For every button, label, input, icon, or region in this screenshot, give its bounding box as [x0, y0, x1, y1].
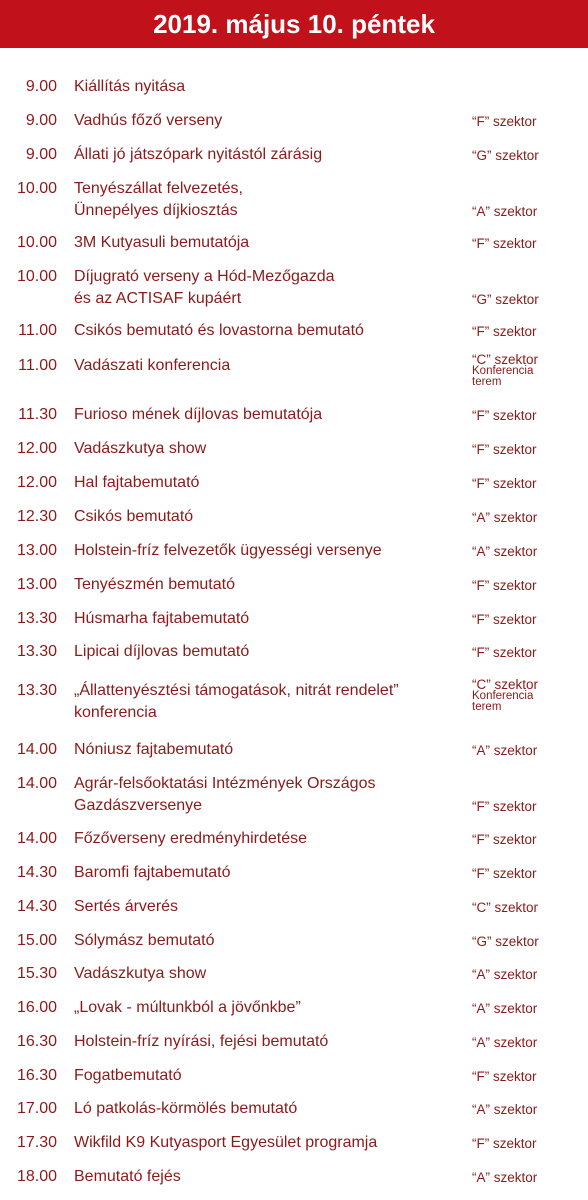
schedule-event-line: konferencia [74, 704, 157, 721]
schedule-event [74, 862, 464, 884]
schedule-time: 12.00 [16, 440, 57, 457]
schedule-event-line: Wikfild K9 Kutyasport Egyesület programja [74, 1134, 378, 1151]
schedule-location [472, 324, 582, 340]
page-title: 2019. május 10. péntek [0, 0, 588, 48]
schedule-location [472, 743, 582, 759]
schedule-time: 11.00 [18, 357, 57, 374]
schedule-time: 17.00 [16, 1100, 57, 1117]
schedule-location [472, 114, 582, 130]
schedule-time: 10.00 [16, 268, 57, 285]
schedule-time: 15.00 [16, 932, 57, 949]
schedule-event [74, 404, 464, 426]
schedule-time: 9.00 [25, 78, 57, 95]
schedule-location [472, 1136, 582, 1152]
schedule-location-line: “F” szektor [472, 578, 537, 593]
schedule-location [472, 612, 582, 628]
schedule-event-line: Holstein-fríz felvezetők ügyességi versenye [74, 542, 382, 559]
schedule-event-line: Sólymász bemutató [74, 932, 215, 949]
schedule-time: 11.00 [18, 322, 57, 339]
schedule-event-line: Holstein-fríz nyírási, fejési bemutató [74, 1033, 329, 1050]
schedule-event-line: Vadászati konferencia [74, 357, 231, 374]
schedule-time: 16.30 [16, 1033, 57, 1050]
schedule-time: 16.30 [16, 1067, 57, 1084]
schedule-event-line: Fogatbemutató [74, 1067, 182, 1084]
schedule-event-line: Sertés árverés [74, 898, 179, 915]
schedule-location-line: “A” szektor [472, 743, 538, 758]
schedule-time: 14.30 [16, 864, 57, 881]
schedule-event-line: Hal fajtabemutató [74, 474, 200, 491]
schedule-time: 13.30 [16, 610, 57, 627]
schedule-event [74, 608, 464, 630]
schedule-location [472, 292, 582, 308]
schedule-time: 9.00 [25, 146, 57, 163]
schedule-location-line: “A” szektor [472, 1170, 538, 1185]
schedule-event [74, 1031, 464, 1053]
schedule-event-line: Csikós bemutató [74, 508, 194, 525]
schedule-location-line: “F” szektor [472, 612, 537, 627]
schedule-event [74, 773, 464, 817]
schedule-event [74, 680, 464, 724]
schedule-location-line: “F” szektor [472, 832, 537, 847]
schedule-event [74, 1098, 464, 1120]
schedule-event [74, 739, 464, 761]
schedule-location-line: “F” szektor [472, 114, 537, 129]
schedule-event [74, 438, 464, 460]
schedule-location [472, 236, 582, 252]
schedule-event [74, 930, 464, 952]
schedule-location [472, 799, 582, 815]
schedule-event [74, 574, 464, 596]
schedule-location-line: “A” szektor [472, 544, 538, 559]
schedule-time: 9.00 [25, 112, 57, 129]
schedule-location-line: “F” szektor [472, 408, 537, 423]
schedule-event [74, 76, 464, 98]
schedule-location-line: “C” szektor [472, 352, 539, 367]
schedule-event [74, 540, 464, 562]
schedule-event-line: Állati jó játszópark nyitástól zárásig [74, 146, 323, 163]
schedule-location [472, 832, 582, 848]
schedule-location-line: Konferencia [472, 690, 534, 702]
schedule-location-line: “F” szektor [472, 236, 537, 251]
schedule-event [74, 355, 464, 377]
schedule-event-line: Ló patkolás-körmölés bemutató [74, 1100, 298, 1117]
schedule-event [74, 1166, 464, 1188]
schedule-time: 12.00 [16, 474, 57, 491]
schedule-time: 17.30 [16, 1134, 57, 1151]
schedule-time: 11.30 [18, 406, 57, 423]
schedule-location [472, 148, 582, 164]
schedule-location-line: “A” szektor [472, 1102, 538, 1117]
schedule-location-line: “F” szektor [472, 324, 537, 339]
schedule-event-line: Vadhús főző verseny [74, 112, 223, 129]
schedule-location [472, 866, 582, 882]
schedule-location-line: “F” szektor [472, 476, 537, 491]
schedule-location-line: “A” szektor [472, 510, 538, 525]
schedule-time: 13.30 [16, 682, 57, 699]
schedule-location-line: “A” szektor [472, 1035, 538, 1050]
schedule-time: 14.00 [16, 830, 57, 847]
schedule-event-line: „Lovak - múltunkból a jövőnkbe” [74, 999, 301, 1016]
schedule-event [74, 1065, 464, 1087]
schedule-event [74, 472, 464, 494]
schedule-event-line: Lipicai díjlovas bemutató [74, 643, 250, 660]
schedule-time: 16.00 [16, 999, 57, 1016]
schedule-location-line: “A” szektor [472, 1001, 538, 1016]
schedule-location-line: “C” szektor [472, 900, 539, 915]
schedule-event-line: Baromfi fajtabemutató [74, 864, 231, 881]
schedule-location [472, 967, 582, 983]
schedule-location [472, 1069, 582, 1085]
schedule-event-line: Gazdászversenye [74, 797, 203, 814]
schedule-location [472, 900, 582, 916]
schedule-event [74, 963, 464, 985]
schedule-location-line: “F” szektor [472, 442, 537, 457]
schedule-event-line: Csikós bemutató és lovastorna bemutató [74, 322, 364, 339]
schedule-time: 12.30 [16, 508, 57, 525]
schedule-event-line: Tenyészmén bemutató [74, 576, 235, 593]
schedule-time: 13.30 [16, 643, 57, 660]
schedule-event-line: Díjugrató verseny a Hód-Mezőgazda [74, 268, 335, 285]
schedule-location [472, 578, 582, 594]
schedule-location [472, 544, 582, 560]
schedule-location-line: “F” szektor [472, 799, 537, 814]
schedule-location-line: “G” szektor [472, 148, 539, 163]
schedule-location [472, 678, 582, 713]
schedule-event-line: Tenyészállat felvezetés, [74, 180, 243, 197]
schedule-event-line: „Állattenyésztési támogatások, nitrát rendelet” [74, 682, 399, 699]
schedule-event-line: Vadászkutya show [74, 965, 207, 982]
schedule-location-line: “F” szektor [472, 1136, 537, 1151]
schedule-event-line: Agrár-felsőoktatási Intézmények Országos [74, 775, 376, 792]
schedule-location [472, 408, 582, 424]
schedule-location-line: terem [472, 376, 502, 388]
schedule-location [472, 1035, 582, 1051]
schedule-time: 14.30 [16, 898, 57, 915]
schedule-event [74, 641, 464, 663]
schedule-event [74, 1132, 464, 1154]
schedule-location-line: Konferencia [472, 365, 534, 377]
schedule-location [472, 476, 582, 492]
schedule-location-line: “G” szektor [472, 292, 539, 307]
schedule-time: 14.00 [16, 741, 57, 758]
schedule-location-line: “F” szektor [472, 645, 537, 660]
schedule-time: 15.30 [16, 965, 57, 982]
schedule-time: 10.00 [16, 234, 57, 251]
schedule-time: 13.00 [16, 576, 57, 593]
schedule-event-line: és az ACTISAF kupáért [74, 290, 242, 307]
schedule-event [74, 828, 464, 850]
schedule-event [74, 320, 464, 342]
schedule-time: 18.00 [16, 1168, 57, 1185]
schedule-location-line: “A” szektor [472, 204, 538, 219]
schedule-event-line: Furioso mének díjlovas bemutatója [74, 406, 323, 423]
schedule-location [472, 1170, 582, 1186]
schedule-location [472, 1102, 582, 1118]
schedule-event [74, 997, 464, 1019]
schedule-event [74, 896, 464, 918]
schedule-event-line: Bemutató fejés [74, 1168, 181, 1185]
schedule-location [472, 510, 582, 526]
schedule-event-line: Vadászkutya show [74, 440, 207, 457]
schedule-event-line: Kiállítás nyitása [74, 78, 186, 95]
schedule-event-line: Főzőverseny eredményhirdetése [74, 830, 308, 847]
schedule-time: 10.00 [16, 180, 57, 197]
schedule-location [472, 1001, 582, 1017]
schedule-location [472, 934, 582, 950]
schedule-event [74, 232, 464, 254]
schedule-event [74, 266, 464, 310]
schedule-event [74, 506, 464, 528]
schedule-location [472, 204, 582, 220]
schedule-event-line: 3M Kutyasuli bemutatója [74, 234, 250, 251]
schedule-location-line: “F” szektor [472, 866, 537, 881]
schedule-time: 13.00 [16, 542, 57, 559]
schedule-location [472, 353, 582, 388]
schedule-location [472, 645, 582, 661]
schedule-event-line: Nóniusz fajtabemutató [74, 741, 234, 758]
schedule-event-line: Húsmarha fajtabemutató [74, 610, 250, 627]
schedule-event [74, 144, 464, 166]
schedule-location-line: terem [472, 701, 502, 713]
schedule-location-line: “A” szektor [472, 967, 538, 982]
schedule-location-line: “F” szektor [472, 1069, 537, 1084]
schedule-location-line: “C” szektor [472, 677, 539, 692]
schedule-location-line: “G” szektor [472, 934, 539, 949]
schedule-location [472, 442, 582, 458]
schedule-event [74, 178, 464, 222]
schedule-time: 14.00 [16, 775, 57, 792]
schedule-event [74, 110, 464, 132]
schedule-event-line: Ünnepélyes díjkiosztás [74, 202, 238, 219]
